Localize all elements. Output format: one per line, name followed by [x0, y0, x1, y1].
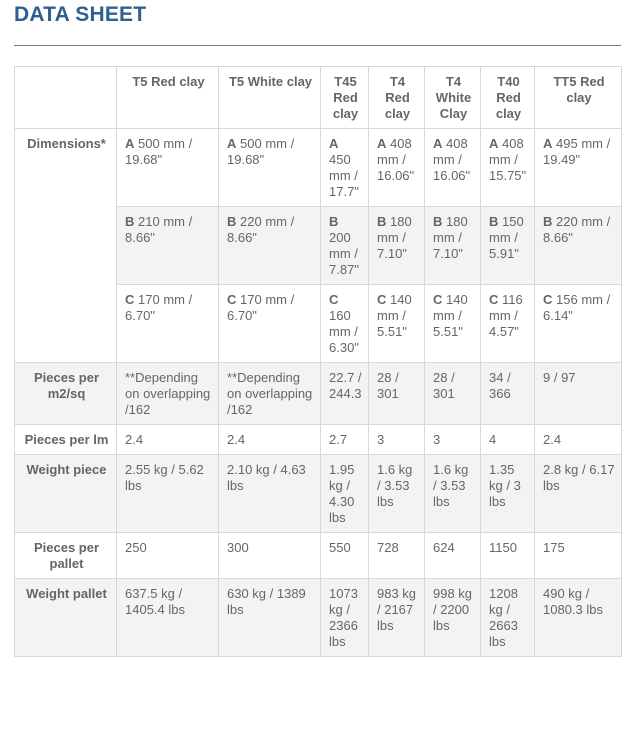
table-cell: 550: [321, 533, 369, 579]
table-row: [15, 363, 622, 425]
table-cell: 490 kg / 1080.3 lbs: [535, 579, 622, 657]
table-cell: C 156 mm / 6.14": [535, 285, 622, 363]
table-cell: C 170 mm / 6.70": [117, 285, 219, 363]
table-cell: 1.6 kg / 3.53 lbs: [369, 455, 425, 533]
table-cell: B 200 mm / 7.87": [321, 207, 369, 285]
table-row: [15, 579, 622, 657]
table-cell: A 408 mm / 16.06": [425, 129, 481, 207]
table-cell: C 160 mm / 6.30": [321, 285, 369, 363]
table-cell: 34 / 366: [481, 363, 535, 425]
table-cell: B 220 mm / 8.66": [535, 207, 622, 285]
column-header: TT5 Red clay: [535, 67, 622, 129]
table-cell: 175: [535, 533, 622, 579]
row-header: Weight piece: [15, 455, 117, 533]
table-cell: 4: [481, 425, 535, 455]
table-cell: A 408 mm / 15.75": [481, 129, 535, 207]
table-cell: 983 kg / 2167 lbs: [369, 579, 425, 657]
table-cell: 1150: [481, 533, 535, 579]
row-header-dimensions: Dimensions*: [15, 129, 117, 363]
table-cell: 2.4: [535, 425, 622, 455]
table-cell: 3: [369, 425, 425, 455]
table-cell: C 140 mm / 5.51": [425, 285, 481, 363]
table-cell: A 495 mm / 19.49": [535, 129, 622, 207]
column-header: T5 White clay: [219, 67, 321, 129]
table-cell: 1.35 kg / 3 lbs: [481, 455, 535, 533]
table-cell: **Depending on overlapping /162: [117, 363, 219, 425]
table-cell: 2.4: [117, 425, 219, 455]
table-cell: 637.5 kg / 1405.4 lbs: [117, 579, 219, 657]
page-title: DATA SHEET: [14, 3, 147, 26]
table-cell: 28 / 301: [425, 363, 481, 425]
table-cell: A 408 mm / 16.06": [369, 129, 425, 207]
table-cell: B 220 mm / 8.66": [219, 207, 321, 285]
row-header: Pieces per pallet: [15, 533, 117, 579]
table-cell: 728: [369, 533, 425, 579]
table-cell: 22.7 / 244.3: [321, 363, 369, 425]
table-cell: **Depending on overlapping /162: [219, 363, 321, 425]
table-cell: A 500 mm / 19.68": [117, 129, 219, 207]
table-cell: B 180 mm / 7.10": [425, 207, 481, 285]
table-cell: 2.8 kg / 6.17 lbs: [535, 455, 622, 533]
table-cell: C 116 mm / 4.57": [481, 285, 535, 363]
table-cell: B 180 mm / 7.10": [369, 207, 425, 285]
table-cell: C 170 mm / 6.70": [219, 285, 321, 363]
data-sheet-table: [14, 66, 622, 657]
title-divider: [14, 45, 621, 46]
table-cell: 28 / 301: [369, 363, 425, 425]
table-cell: 1073 kg / 2366 lbs: [321, 579, 369, 657]
table-cell: 1.6 kg / 3.53 lbs: [425, 455, 481, 533]
table-cell: 3: [425, 425, 481, 455]
table-cell: 1.95 kg / 4.30 lbs: [321, 455, 369, 533]
table-cell: 630 kg / 1389 lbs: [219, 579, 321, 657]
row-header: Pieces per lm: [15, 425, 117, 455]
table-cell: 2.4: [219, 425, 321, 455]
table-cell: A 500 mm / 19.68": [219, 129, 321, 207]
table-header-row: [15, 67, 622, 129]
table-cell: 2.55 kg / 5.62 lbs: [117, 455, 219, 533]
table-cell: 300: [219, 533, 321, 579]
table-row: [15, 455, 622, 533]
table-row: [15, 425, 622, 455]
table-cell: A 450 mm / 17.7": [321, 129, 369, 207]
table-cell: 250: [117, 533, 219, 579]
column-header: T4 White Clay: [425, 67, 481, 129]
table-cell: B 210 mm / 8.66": [117, 207, 219, 285]
column-header: T5 Red clay: [117, 67, 219, 129]
table-cell: 2.10 kg / 4.63 lbs: [219, 455, 321, 533]
column-header: T4 Red clay: [369, 67, 425, 129]
column-header: T40 Red clay: [481, 67, 535, 129]
row-header: Weight pallet: [15, 579, 117, 657]
table-row: [15, 129, 622, 207]
row-header: Pieces per m2/sq: [15, 363, 117, 425]
table-cell: B 150 mm / 5.91": [481, 207, 535, 285]
table-cell: C 140 mm / 5.51": [369, 285, 425, 363]
column-header: T45 Red clay: [321, 67, 369, 129]
table-cell: 998 kg / 2200 lbs: [425, 579, 481, 657]
column-header-empty: [15, 67, 117, 129]
table-cell: 1208 kg / 2663 lbs: [481, 579, 535, 657]
table-cell: 624: [425, 533, 481, 579]
table-cell: 2.7: [321, 425, 369, 455]
table-row: [15, 533, 622, 579]
table-cell: 9 / 97: [535, 363, 622, 425]
